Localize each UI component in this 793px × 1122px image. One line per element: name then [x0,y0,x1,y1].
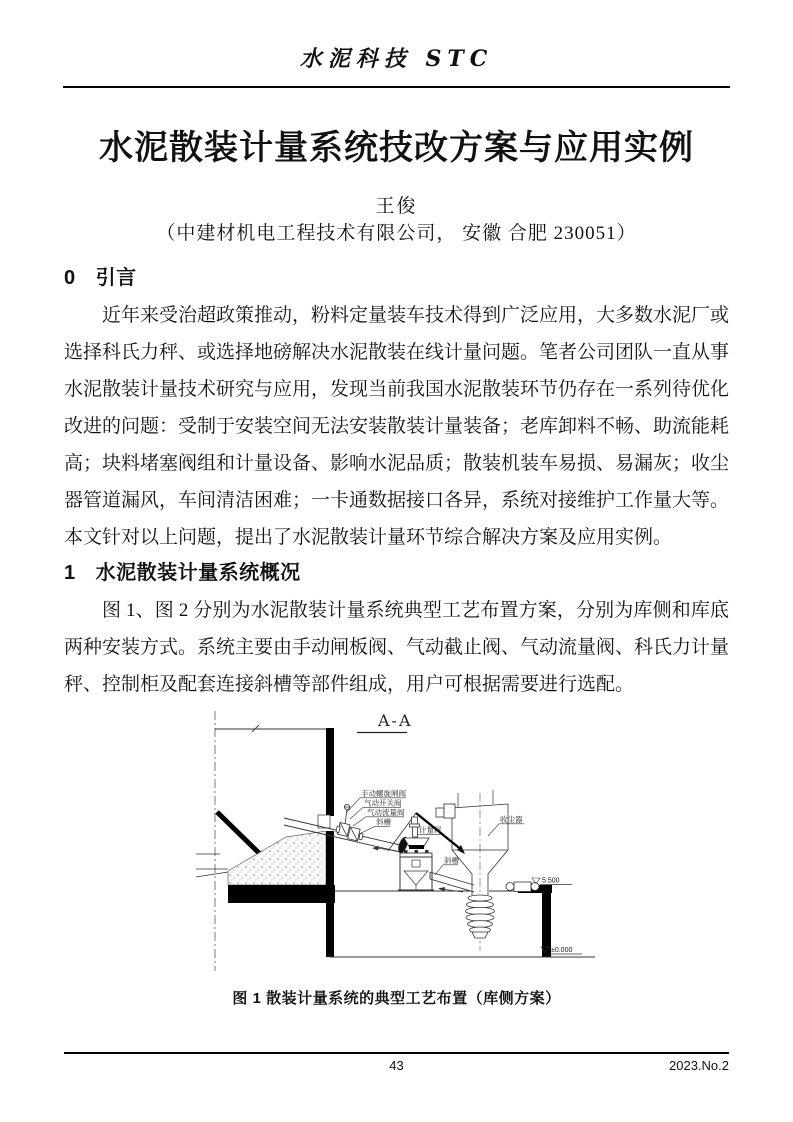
author-affiliation: （中建材机电工程技术有限公司， 安徽 合肥 230051） [156,223,637,244]
paragraph: 图 1、图 2 分别为水泥散装计量系统典型工艺布置方案，分别为库侧和库底两种安装方式。系统主要由手动闸板阀、气动截止阀、气动流量阀、科氏力计量秤、控制柜及配套连接斜槽等部件组成，用户可根据需要进行选配。 [64,600,730,695]
section-number: 1 [64,562,76,584]
journal-title: 水泥科技 STC [299,46,494,72]
label-chute-lower-leader [435,865,443,875]
section-title: 引言 [95,267,137,289]
section-heading-0 [64,265,729,291]
figure-1 [180,705,640,983]
label-weighing-scale: 计量秤 [419,825,442,835]
silo-structure [196,711,336,971]
label-ground-elevation: ±0.000 [551,947,573,954]
silo-wall-column [326,728,334,957]
label-pneumatic-flow-valve: 气动流量阀 [367,808,405,817]
section-number: 0 [64,267,76,289]
view-label: A-A [378,711,413,730]
blower [506,883,514,891]
article-title: 水泥散装计量系统技改方案与应用实例 [99,129,694,167]
valve-labels [347,788,406,834]
issue-number: 2023.No.2 [669,1058,729,1073]
section-title: 水泥散装计量系统概况 [95,562,301,584]
label-floor-elevation: 5.500 [542,877,560,885]
section-heading-1 [64,560,729,586]
label-dust-collector: 收尘器 [500,815,523,824]
floor-and-wall [335,882,552,957]
author-name: 王俊 [375,196,418,217]
label-dust-collector-leader [488,824,499,836]
figure-drawing [180,705,640,983]
label-manual-screw-valve: 手动螺旋闸阀 [361,789,406,798]
article-body [64,255,729,1008]
fan-unit [436,808,444,817]
loading-spout-bellows [466,895,495,938]
label-chute-lower: 斜槽 [444,856,459,865]
figure-caption: 图 1 散装计量系统的典型工艺布置（库侧方案） [232,990,561,1007]
label-pneumatic-switch-valve: 气动开关阀 [364,798,402,808]
label-chute-upper: 斜槽 [376,817,391,827]
page-footer [64,1052,729,1073]
page-number: 43 [389,1058,404,1073]
paragraph: 近年来受治超政策推动，粉料定量装车技术得到广泛应用，大多数水泥厂或选择科氏力秤、或选择地磅解决水泥散装在线计量问题。笔者公司团队一直从事水泥散装计量技术研究与应用，发现当前我国水泥散装环节仍存在一系列待优化改进的问题：受制于安装空间无法安装散装计量装备；老库卸料不畅、助流能耗高；块料堵塞阀组和计量设备、影响水泥品质；散装机装车易损、易漏灰；收尘器管道漏风，车间清洁困难；一卡通数据接口各异，系统对接维护工作量大等。本文针对以上问题，提出了水泥散装计量环节综合解决方案及应用实例。 [64,305,730,548]
lower-chute [430,872,474,892]
header-rule [63,86,730,88]
